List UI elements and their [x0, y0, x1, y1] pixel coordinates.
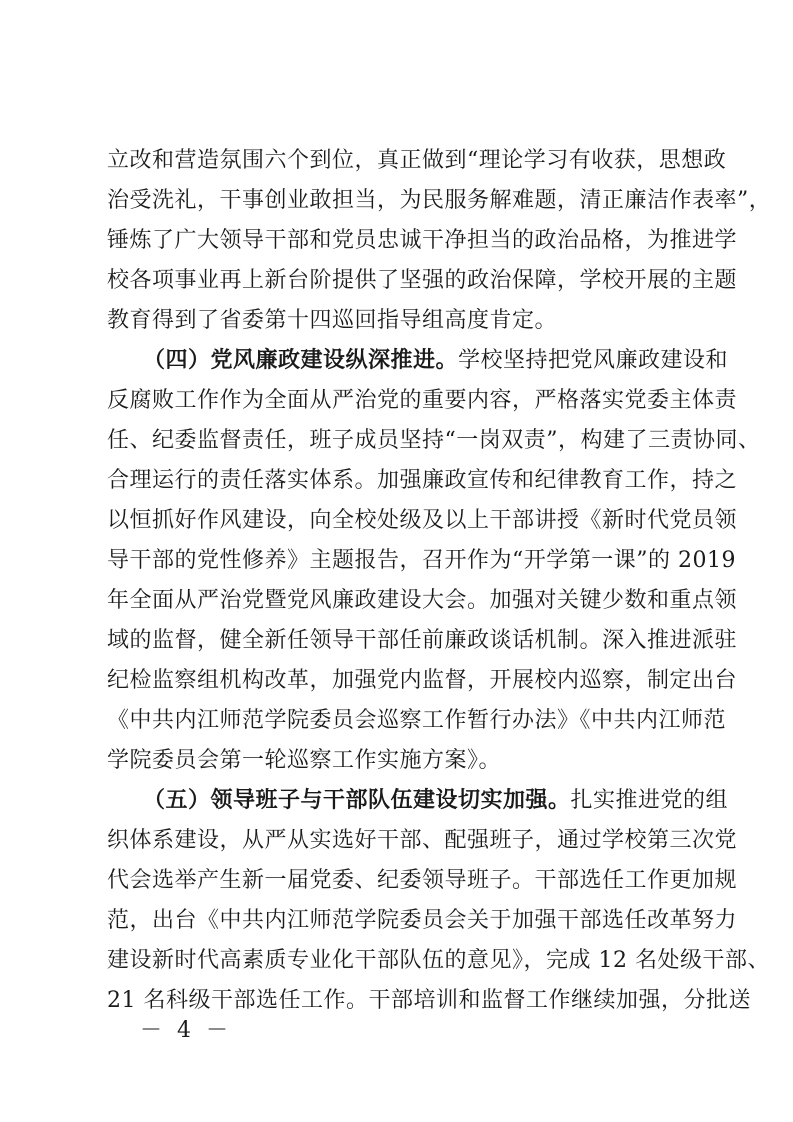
- paragraph-line: 代会选举产生新一届党委、纪委领导班子。干部选任工作更加规: [107, 868, 738, 893]
- paragraph-line: 《中共内江师范学院委员会巡察工作暂行办法》《中共内江师范: [107, 708, 727, 733]
- paragraph-line: 反腐败工作作为全面从严治党的重要内容，严格落实党委主体责: [107, 388, 738, 413]
- page-number: － 4 －: [140, 1018, 232, 1043]
- section-heading: （五）领导班子与干部队伍建设切实加强。: [143, 788, 571, 813]
- paragraph-line: 年全面从严治党暨党风廉政建设大会。加强对关键少数和重点领: [107, 588, 738, 613]
- paragraph-line: 建设新时代高素质专业化干部队伍的意见》，完成 12 名处级干部、: [107, 948, 770, 973]
- paragraph-line: 合理运行的责任落实体系。加强廉政宣传和纪律教育工作，持之: [107, 468, 738, 493]
- section-heading-line: [143, 346, 729, 376]
- paragraph-line: 21 名科级干部选任工作。干部培训和监督工作继续加强，分批送: [107, 988, 751, 1013]
- paragraph-line: 织体系建设，从严从实选好干部、配强班子，通过学校第三次党: [107, 828, 738, 853]
- paragraph-line: 以恒抓好作风建设，向全校处级及以上干部讲授《新时代党员领: [107, 508, 738, 533]
- paragraph-line: 校各项事业再上新台阶提供了坚强的政治保障，学校开展的主题: [107, 268, 738, 293]
- paragraph-line: 导干部的党性修养》主题报告，召开作为“开学第一课”的 2019: [107, 548, 736, 573]
- paragraph-line: 教育得到了省委第十四巡回指导组高度肯定。: [107, 308, 558, 333]
- paragraph-line: 任、纪委监督责任，班子成员坚持“一岗双责”，构建了三责协同、: [107, 428, 761, 453]
- paragraph-line: 学院委员会第一轮巡察工作实施方案》。: [107, 748, 502, 773]
- paragraph-line: 纪检监察组机构改革，加强党内监督，开展校内巡察，制定出台: [107, 668, 738, 693]
- paragraph-line: 锤炼了广大领导干部和党员忠诚干净担当的政治品格，为推进学: [107, 228, 738, 253]
- paragraph-text: 学校坚持把党风廉政建设和: [458, 348, 729, 373]
- paragraph-line: 立改和营造氛围六个到位，真正做到“理论学习有收获，思想政: [107, 148, 727, 173]
- section-heading: （四）党风廉政建设纵深推进。: [143, 348, 459, 373]
- paragraph-line: 范，出台《中共内江师范学院委员会关于加强干部选任改革努力: [107, 908, 738, 933]
- paragraph-text: 扎实推进党的组: [570, 788, 729, 813]
- section-heading-line: [143, 786, 729, 816]
- paragraph-line: 治受洗礼，干事创业敢担当，为民服务解难题，清正廉洁作表率”，: [107, 188, 772, 213]
- paragraph-line: 域的监督，健全新任领导干部任前廉政谈话机制。深入推进派驻: [107, 628, 738, 653]
